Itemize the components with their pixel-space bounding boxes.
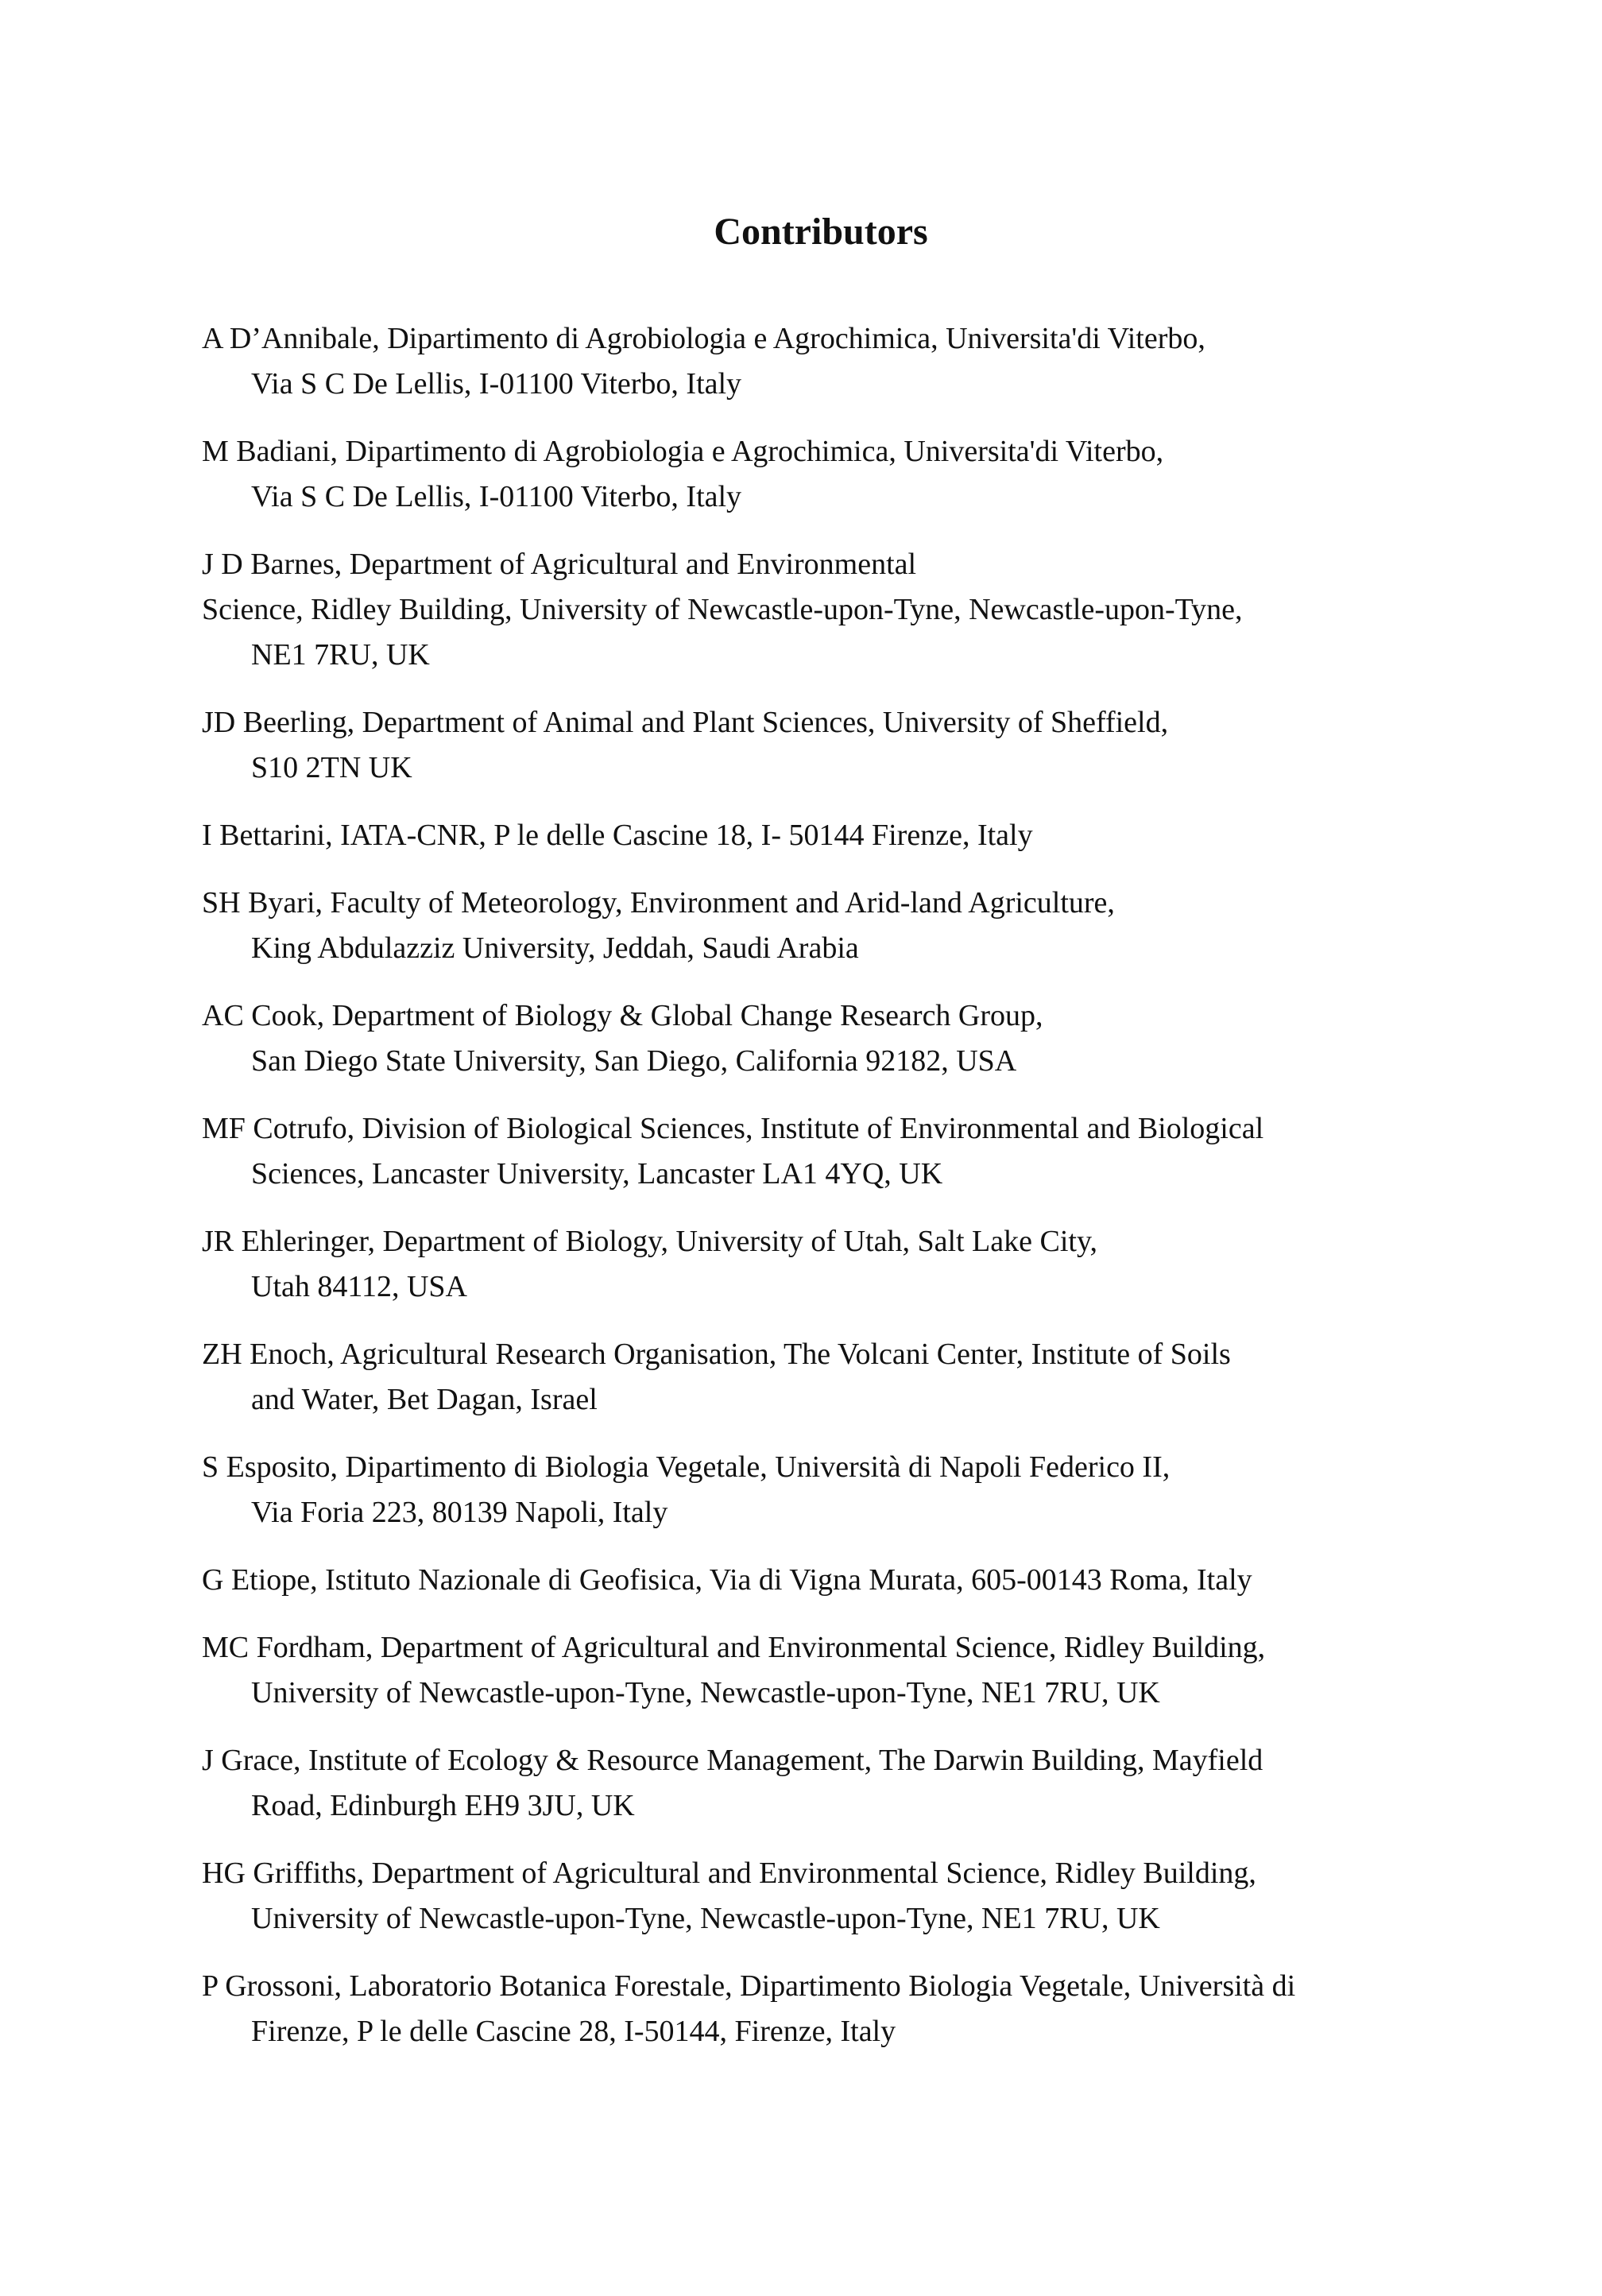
contributor-name-line: A D’Annibale, Dipartimento di Agrobiologia e Agrochimica, Universita'di Viterbo, bbox=[202, 322, 1205, 355]
contributor-entry bbox=[202, 1332, 1394, 1423]
contributor-name-line: MC Fordham, Department of Agricultural and Environmental Science, Ridley Building, bbox=[202, 1631, 1266, 1664]
contributor-name-line: J Grace, Institute of Ecology & Resource Management, The Darwin Building, Mayfield bbox=[202, 1744, 1263, 1777]
contributor-address-line: San Diego State University, San Diego, California 92182, USA bbox=[251, 1044, 1017, 1078]
contributor-name-line: M Badiani, Dipartimento di Agrobiologia e Agrochimica, Universita'di Viterbo, bbox=[202, 435, 1164, 468]
contributor-entry bbox=[202, 1219, 1394, 1310]
contributor-entry bbox=[202, 1738, 1394, 1829]
contributor-name-line: JR Ehleringer, Department of Biology, University of Utah, Salt Lake City, bbox=[202, 1225, 1097, 1258]
contributor-entry bbox=[202, 813, 1394, 858]
contributor-entry bbox=[202, 316, 1394, 407]
contributor-entry bbox=[202, 1625, 1394, 1716]
contributor-address-line: Via S C De Lellis, I-01100 Viterbo, Italy bbox=[251, 367, 742, 401]
contributor-entry bbox=[202, 993, 1394, 1084]
contributor-entry bbox=[202, 1558, 1394, 1603]
contributor-name-line: S Esposito, Dipartimento di Biologia Vegetale, Università di Napoli Federico II, bbox=[202, 1450, 1171, 1484]
contributor-entry bbox=[202, 881, 1394, 971]
contributor-entry bbox=[202, 1106, 1394, 1197]
contributor-entry bbox=[202, 1445, 1394, 1535]
page-title: Contributors bbox=[714, 211, 928, 253]
contributor-name-line: ZH Enoch, Agricultural Research Organisation, The Volcani Center, Institute of Soils bbox=[202, 1338, 1231, 1371]
contributor-address-line: Firenze, P le delle Cascine 28, I-50144, Firenze, Italy bbox=[251, 2015, 896, 2048]
contributor-address-line: and Water, Bet Dagan, Israel bbox=[251, 1383, 598, 1416]
contributor-address-line: Utah 84112, USA bbox=[251, 1270, 467, 1303]
contributor-name-line: I Bettarini, IATA-CNR, P le delle Cascine 18, I- 50144 Firenze, Italy bbox=[202, 819, 1033, 852]
contributor-name-line: G Etiope, Istituto Nazionale di Geofisica, Via di Vigna Murata, 605-00143 Roma, Italy bbox=[202, 1563, 1252, 1597]
contributor-address-line: University of Newcastle-upon-Tyne, Newcastle-upon-Tyne, NE1 7RU, UK bbox=[251, 1902, 1160, 1935]
contributor-address-line: Via Foria 223, 80139 Napoli, Italy bbox=[251, 1496, 668, 1529]
contributor-address-line: Science, Ridley Building, University of Newcastle-upon-Tyne, Newcastle-upon-Tyne, bbox=[202, 593, 1243, 626]
contributor-name-line: SH Byari, Faculty of Meteorology, Environment and Arid-land Agriculture, bbox=[202, 886, 1115, 920]
contributor-address-line: NE1 7RU, UK bbox=[251, 638, 430, 672]
contributor-name-line: HG Griffiths, Department of Agricultural and Environmental Science, Ridley Building, bbox=[202, 1857, 1256, 1890]
contributor-address-line: Sciences, Lancaster University, Lancaster LA1 4YQ, UK bbox=[251, 1157, 943, 1191]
contributor-address-line: Road, Edinburgh EH9 3JU, UK bbox=[251, 1789, 635, 1822]
contributor-address-line: King Abdulazziz University, Jeddah, Saudi Arabia bbox=[251, 931, 859, 965]
contributor-address-line: Via S C De Lellis, I-01100 Viterbo, Italy bbox=[251, 480, 742, 513]
contributor-address-line: University of Newcastle-upon-Tyne, Newcastle-upon-Tyne, NE1 7RU, UK bbox=[251, 1676, 1160, 1709]
contributor-entry bbox=[202, 429, 1394, 520]
contributor-entry bbox=[202, 1851, 1394, 1942]
contributor-name-line: JD Beerling, Department of Animal and Plant Sciences, University of Sheffield, bbox=[202, 706, 1169, 739]
contributor-entry bbox=[202, 1964, 1394, 2054]
contributor-name-line: J D Barnes, Department of Agricultural and Environmental bbox=[202, 548, 917, 581]
contributor-entry bbox=[202, 700, 1394, 791]
contributor-name-line: P Grossoni, Laboratorio Botanica Forestale, Dipartimento Biologia Vegetale, Università di bbox=[202, 1969, 1296, 2003]
contributor-list bbox=[202, 316, 1394, 2077]
contributor-entry bbox=[202, 542, 1394, 678]
contributor-name-line: AC Cook, Department of Biology & Global Change Research Group, bbox=[202, 999, 1043, 1032]
contributor-address-line: S10 2TN UK bbox=[251, 751, 412, 784]
contributor-name-line: MF Cotrufo, Division of Biological Sciences, Institute of Environmental and Biological bbox=[202, 1112, 1264, 1145]
